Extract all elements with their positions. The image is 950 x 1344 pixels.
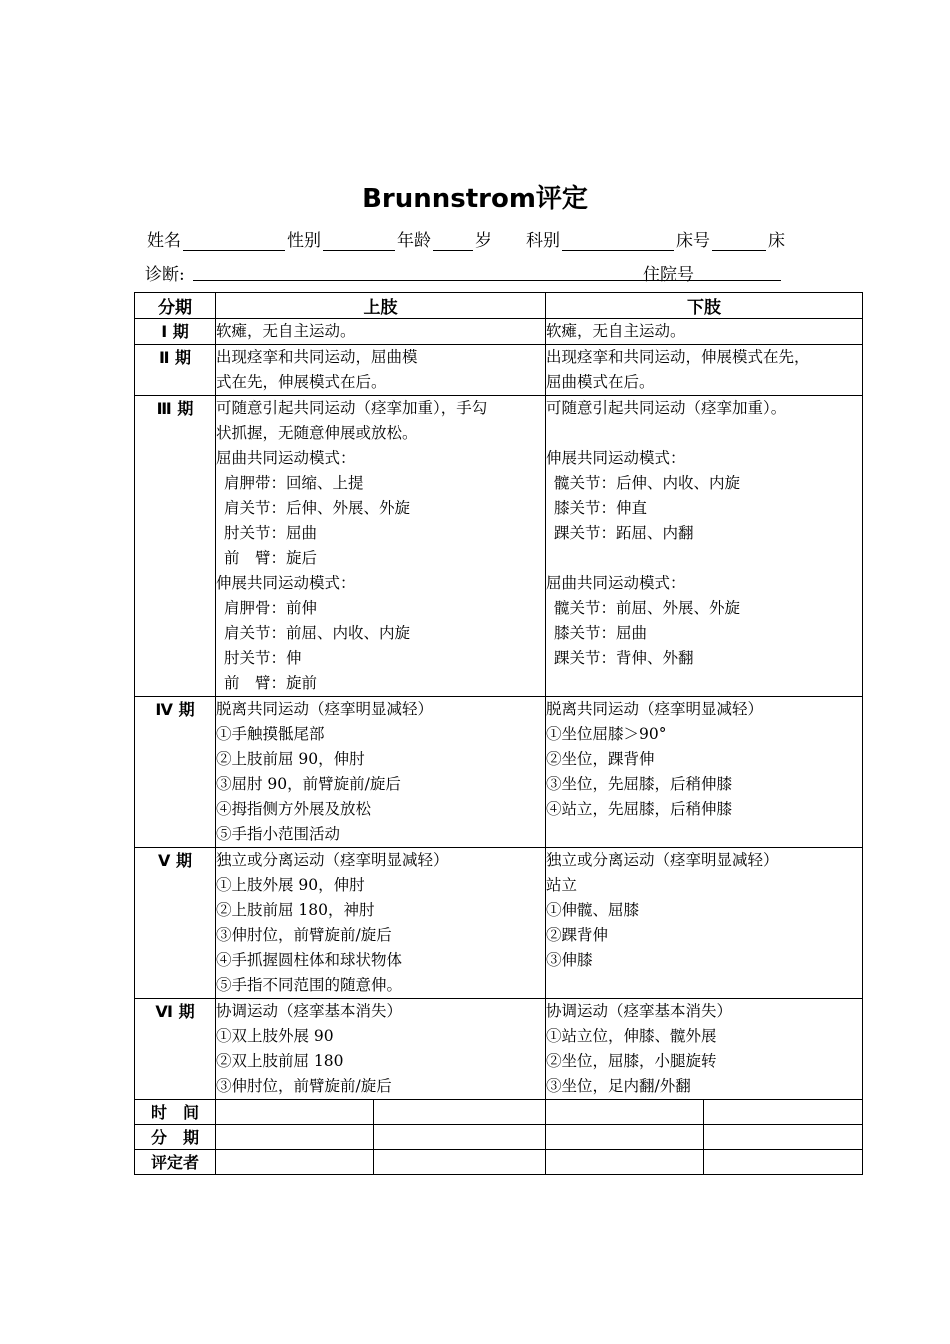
record-row-label: 评定者: [135, 1150, 216, 1175]
lower-limb-line: ④站立，先屈膝，后稍伸膝: [546, 800, 733, 818]
lower-limb-line: 屈曲共同运动模式：: [546, 574, 686, 592]
upper-limb-line: ②上肢前屈 90，伸肘: [216, 750, 365, 768]
lower-limb-line: 独立或分离运动（痉挛明显减轻）: [546, 851, 779, 869]
lower-limb-cell: [546, 396, 863, 697]
table-header-row: [135, 293, 863, 319]
table-row: [135, 697, 863, 848]
sex-label: 性别: [287, 231, 321, 251]
upper-limb-line: 脱离共同运动（痉挛明显减轻）: [216, 700, 434, 718]
upper-limb-line: ②双上肢前屈 180: [216, 1052, 344, 1070]
lower-limb-line: [546, 421, 862, 446]
upper-limb-line: ③伸肘位，前臂旋前/旋后: [216, 1077, 392, 1095]
upper-limb-cell: [216, 319, 546, 345]
upper-limb-line: 协调运动（痉挛基本消失）: [216, 1002, 403, 1020]
record-entry-cell[interactable]: [216, 1100, 374, 1125]
lower-limb-line: 膝关节：伸直: [554, 499, 648, 517]
lower-limb-line: 髋关节：前屈、外展、外旋: [554, 599, 741, 617]
record-row: [135, 1100, 863, 1125]
upper-limb-line: 肩胛骨：前伸: [224, 599, 318, 617]
lower-limb-line: 伸展共同运动模式：: [546, 449, 686, 467]
record-entry-cell[interactable]: [546, 1100, 704, 1125]
record-entry-cell[interactable]: [704, 1100, 863, 1125]
header-upper-limb: 上肢: [216, 293, 546, 319]
stage-label: Ⅴ 期: [135, 848, 216, 999]
lower-limb-line: 踝关节：背伸、外翻: [554, 649, 694, 667]
dept-label: 科别: [526, 231, 560, 251]
upper-limb-line: 伸展共同运动模式：: [216, 574, 356, 592]
lower-limb-line: ③坐位，足内翻/外翻: [546, 1077, 691, 1095]
stage-label: Ⅵ 期: [135, 999, 216, 1100]
upper-limb-line: ③屈肘 90，前臂旋前/旋后: [216, 775, 401, 793]
lower-limb-line: [546, 546, 862, 571]
record-entry-cell[interactable]: [374, 1100, 546, 1125]
lower-limb-cell: [546, 697, 863, 848]
lower-limb-line: 出现痉挛和共同运动，伸展模式在先，: [546, 348, 810, 366]
upper-limb-line: ⑤手指小范围活动: [216, 825, 341, 843]
upper-limb-cell: [216, 697, 546, 848]
lower-limb-line: 膝关节：屈曲: [554, 624, 648, 642]
upper-limb-line: 软瘫，无自主运动。: [216, 322, 356, 340]
diagnosis-label: 诊断:: [145, 265, 185, 285]
table-row: [135, 319, 863, 345]
lower-limb-line: ①坐位屈膝＞90°: [546, 725, 667, 743]
upper-limb-line: ④拇指侧方外展及放松: [216, 800, 372, 818]
sex-field[interactable]: [323, 232, 395, 251]
record-rows: [135, 1100, 863, 1175]
stage-label: Ⅳ 期: [135, 697, 216, 848]
stage-label: Ⅲ 期: [135, 396, 216, 697]
bed-field[interactable]: [712, 232, 766, 251]
lower-limb-line: ②踝背伸: [546, 926, 609, 944]
upper-limb-line: 肩关节：前屈、内收、内旋: [224, 624, 411, 642]
record-row-label: 时 间: [135, 1100, 216, 1125]
record-entry-cell[interactable]: [374, 1150, 546, 1175]
record-row-label: 分 期: [135, 1125, 216, 1150]
record-entry-cell[interactable]: [216, 1125, 374, 1150]
upper-limb-line: ②上肢前屈 180，神肘: [216, 901, 375, 919]
upper-limb-line: 状抓握，无随意伸展或放松。: [216, 424, 418, 442]
record-entry-cell[interactable]: [704, 1150, 863, 1175]
lower-limb-cell: [546, 999, 863, 1100]
record-entry-cell[interactable]: [216, 1150, 374, 1175]
lower-limb-line: 协调运动（痉挛基本消失）: [546, 1002, 733, 1020]
name-label: 姓名: [147, 231, 181, 251]
age-unit: 岁: [475, 231, 492, 251]
patient-info-row: [145, 226, 787, 251]
upper-limb-line: 肩关节：后伸、外展、外旋: [224, 499, 411, 517]
stage-label: Ⅱ 期: [135, 345, 216, 396]
stage-label: Ⅰ 期: [135, 319, 216, 345]
lower-limb-line: 软瘫，无自主运动。: [546, 322, 686, 340]
age-label: 年龄: [397, 231, 431, 251]
lower-limb-line: 站立: [546, 876, 578, 894]
lower-limb-line: ③伸膝: [546, 951, 593, 969]
record-row: [135, 1125, 863, 1150]
record-entry-cell[interactable]: [546, 1150, 704, 1175]
upper-limb-line: ④手抓握圆柱体和球状物体: [216, 951, 403, 969]
upper-limb-line: 前 臂：旋后: [224, 549, 318, 567]
lower-limb-line: 脱离共同运动（痉挛明显减轻）: [546, 700, 764, 718]
lower-limb-cell: [546, 319, 863, 345]
bed-label: 床号: [676, 231, 710, 251]
upper-limb-line: ⑤手指不同范围的随意伸。: [216, 976, 403, 994]
upper-limb-line: 前 臂：旋前: [224, 674, 318, 692]
record-row: [135, 1150, 863, 1175]
name-field[interactable]: [183, 232, 285, 251]
record-entry-cell[interactable]: [374, 1125, 546, 1150]
age-field[interactable]: [433, 232, 473, 251]
header-stage: 分期: [135, 293, 216, 319]
upper-limb-line: ①上肢外展 90，伸肘: [216, 876, 365, 894]
upper-limb-line: 肘关节：屈曲: [224, 524, 318, 542]
header-lower-limb: 下肢: [546, 293, 863, 319]
stage-rows: [135, 319, 863, 1100]
bed-unit: 床: [768, 231, 785, 251]
page-title: Brunnstrom评定: [362, 184, 588, 214]
upper-limb-cell: [216, 345, 546, 396]
admission-no-label: 住院号: [643, 265, 694, 285]
lower-limb-cell: [546, 848, 863, 999]
record-entry-cell[interactable]: [546, 1125, 704, 1150]
table-row: [135, 345, 863, 396]
upper-limb-line: 屈曲共同运动模式：: [216, 449, 356, 467]
lower-limb-line: ①站立位，伸膝、髋外展: [546, 1027, 717, 1045]
table-row: [135, 999, 863, 1100]
upper-limb-cell: [216, 999, 546, 1100]
brunnstrom-table: [134, 292, 863, 1175]
upper-limb-line: 可随意引起共同运动（痉挛加重），手勾: [216, 399, 488, 417]
upper-limb-line: 肘关节：伸: [224, 649, 302, 667]
dept-field[interactable]: [562, 232, 674, 251]
lower-limb-cell: [546, 345, 863, 396]
upper-limb-line: ①双上肢外展 90: [216, 1027, 334, 1045]
lower-limb-line: 屈曲模式在后。: [546, 373, 655, 391]
table-row: [135, 848, 863, 999]
upper-limb-line: 肩胛带：回缩、上提: [224, 474, 364, 492]
upper-limb-line: 出现痉挛和共同运动，屈曲模: [216, 348, 418, 366]
lower-limb-line: ③坐位，先屈膝，后稍伸膝: [546, 775, 733, 793]
upper-limb-line: ①手触摸骶尾部: [216, 725, 325, 743]
record-entry-cell[interactable]: [704, 1125, 863, 1150]
upper-limb-cell: [216, 848, 546, 999]
lower-limb-line: ②坐位，屈膝，小腿旋转: [546, 1052, 717, 1070]
upper-limb-line: ③伸肘位，前臂旋前/旋后: [216, 926, 392, 944]
upper-limb-line: 式在先，伸展模式在后。: [216, 373, 387, 391]
lower-limb-line: ②坐位，踝背伸: [546, 750, 655, 768]
lower-limb-line: 可随意引起共同运动（痉挛加重）。: [546, 399, 787, 417]
table-row: [135, 396, 863, 697]
upper-limb-line: 独立或分离运动（痉挛明显减轻）: [216, 851, 449, 869]
upper-limb-cell: [216, 396, 546, 697]
lower-limb-line: ①伸髋、屈膝: [546, 901, 640, 919]
lower-limb-line: 髋关节：后伸、内收、内旋: [554, 474, 741, 492]
lower-limb-line: 踝关节：跖屈、内翻: [554, 524, 694, 542]
